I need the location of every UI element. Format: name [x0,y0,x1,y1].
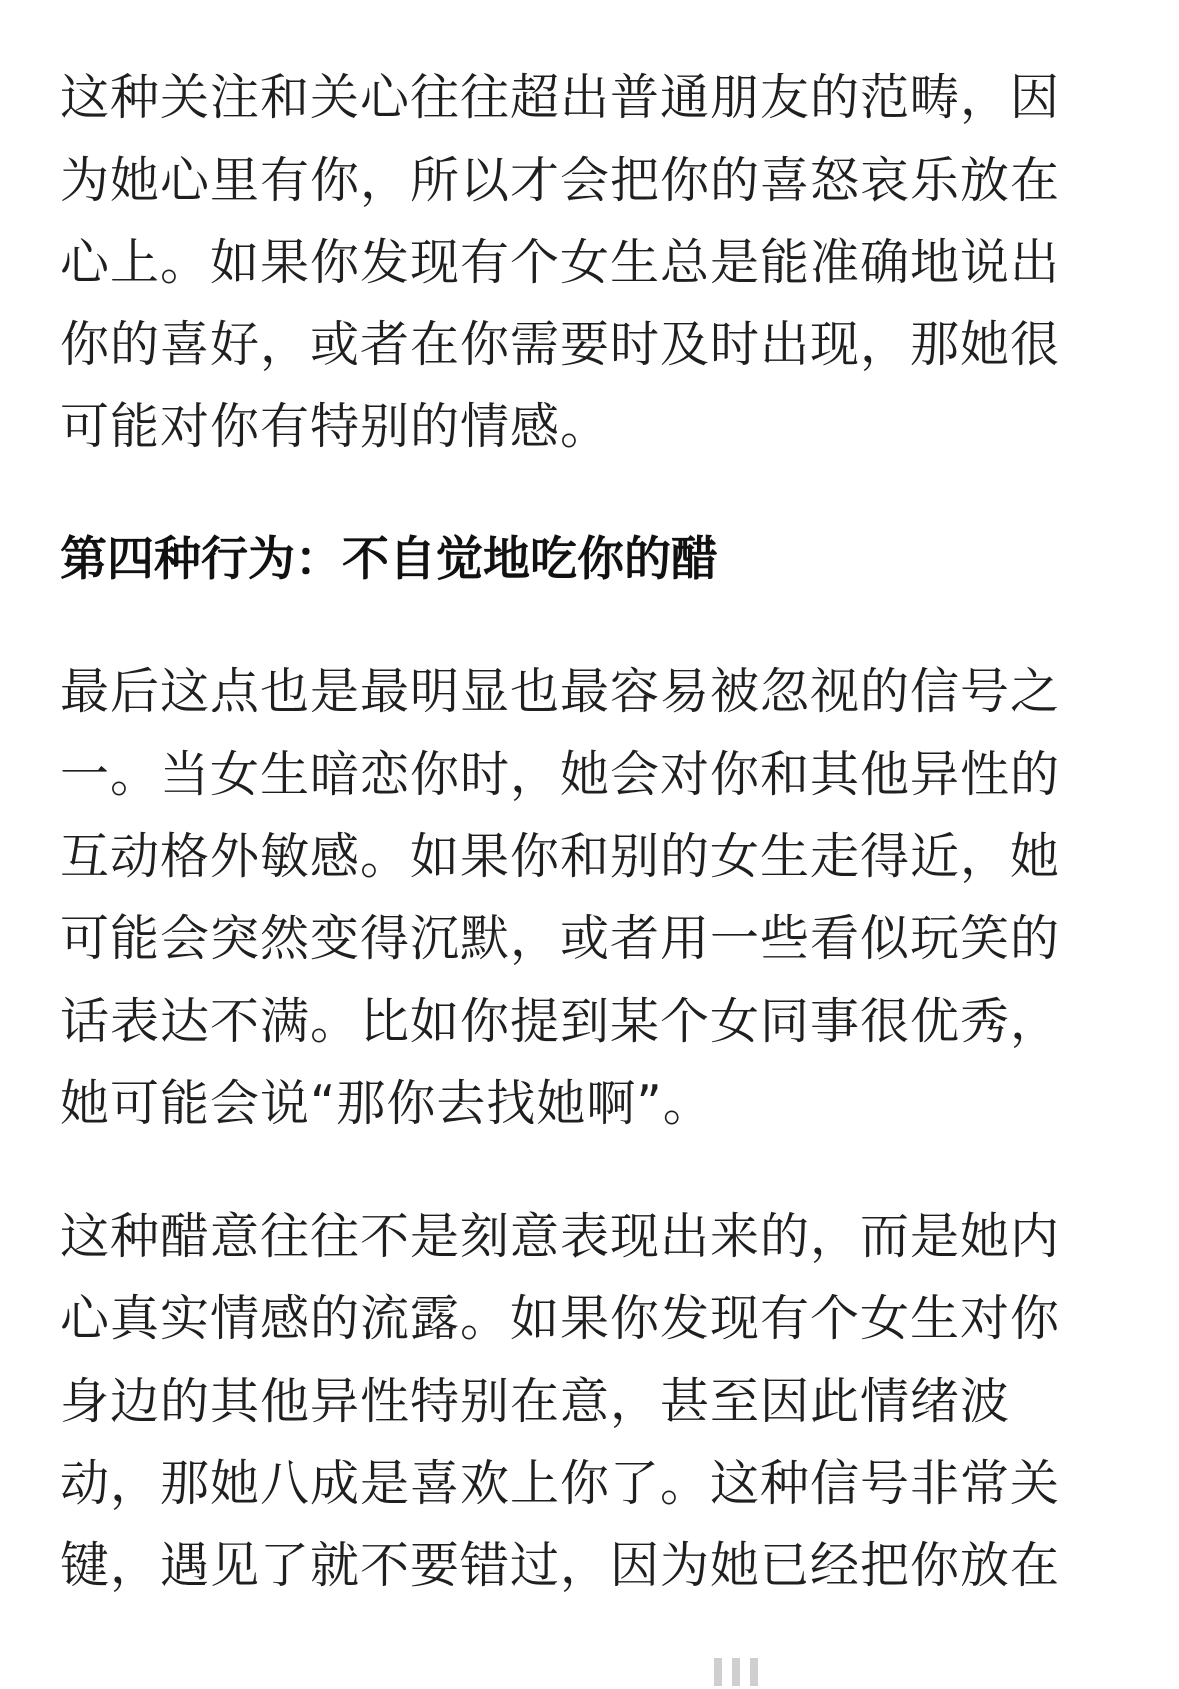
paragraph-3-line-3: 身边的其他异性特别在意，甚至因此情绪波 [60,1373,1011,1430]
paragraph-1-line-3: 心上。如果你发现有个女生总是能准确地说出 [60,234,1061,291]
paragraph-2-line-1: 最后这点也是最明显也最容易被忽视的信号之 [60,663,1061,720]
paragraph-2-line-3: 互动格外敏感。如果你和别的女生走得近，她 [60,828,1061,885]
section-heading: 第四种行为：不自觉地吃你的醋 [60,532,718,587]
paragraph-1-line-1: 这种关注和关心往往超出普通朋友的范畴，因 [60,69,1061,126]
paragraph-1-line-5: 可能对你有特别的情感。 [60,398,611,455]
paragraph-2-line-4: 可能会突然变得沉默，或者用一些看似玩笑的 [60,910,1061,967]
paragraph-1-line-2: 为她心里有你，所以才会把你的喜怒哀乐放在 [60,152,1061,209]
paragraph-2-line-6: 她可能会说“那你去找她啊”。 [60,1075,713,1132]
paragraph-1-line-4: 你的喜好，或者在你需要时及时出现，那她很 [60,316,1061,373]
paragraph-3-line-4: 动，那她八成是喜欢上你了。这种信号非常关 [60,1455,1061,1512]
watermark-overlay [700,1652,782,1689]
paragraph-2-line-5: 话表达不满。比如你提到某个女同事很优秀， [60,993,1061,1050]
paragraph-2-line-2: 一。当女生暗恋你时，她会对你和其他异性的 [60,746,1061,803]
paragraph-3-line-5: 键，遇见了就不要错过，因为她已经把你放在 [60,1537,1061,1594]
paragraph-3-line-1: 这种醋意往往不是刻意表现出来的，而是她内 [60,1208,1061,1265]
paragraph-3-line-2: 心真实情感的流露。如果你发现有个女生对你 [60,1290,1061,1347]
